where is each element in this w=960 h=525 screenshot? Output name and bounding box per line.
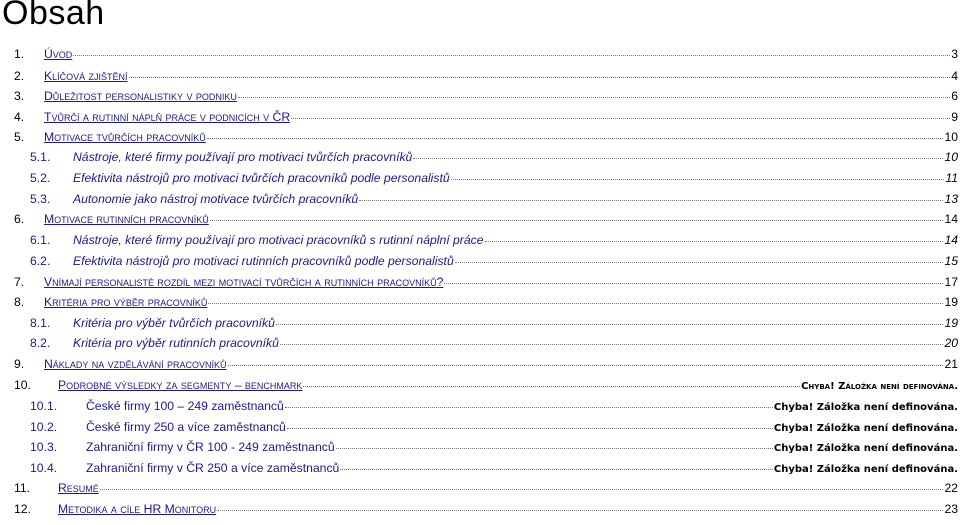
toc-number: 2. [14, 69, 25, 83]
toc-row[interactable] [0, 313, 960, 333]
page-number: 14 [944, 212, 958, 226]
toc-row[interactable] [0, 66, 960, 86]
toc-entry-title[interactable]: Náklady na vzdělávání pracovníků [44, 357, 227, 371]
dot-leader [238, 85, 950, 98]
dot-leader [340, 457, 773, 470]
toc-entry-title[interactable]: Kritéria pro výběr rutinních pracovníků [73, 336, 279, 350]
toc-entry-title[interactable]: Podrobné výsledky za segmenty – benchmark [58, 378, 303, 392]
dot-leader [485, 229, 944, 242]
toc-number: 8.2. [30, 336, 51, 350]
bookmark-error: Chyba! Záložka není definována. [773, 464, 958, 475]
toc-entry-title[interactable]: Autonomie jako nástroj motivace tvůrčích pracovníků [73, 192, 359, 206]
page-number: 3 [951, 47, 958, 61]
toc-row[interactable] [0, 272, 960, 292]
page-number: 10 [944, 150, 958, 164]
toc-number: 5.2. [30, 171, 51, 185]
dot-leader [285, 395, 773, 408]
dot-leader [210, 208, 944, 221]
toc-row[interactable] [0, 437, 960, 457]
toc-entry-title[interactable]: Důležitost personalistiky v podniku [44, 89, 237, 103]
toc-entry-title[interactable]: Nástroje, které firmy používají pro motivaci pracovníků s rutinní náplní práce [73, 233, 484, 247]
page-number: 19 [944, 295, 958, 309]
toc-number: 10.3. [30, 440, 58, 454]
toc-row[interactable] [0, 375, 960, 395]
toc-number: 6.1. [30, 233, 51, 247]
page-number: 20 [944, 336, 958, 350]
dot-leader [280, 332, 944, 345]
dot-leader [276, 312, 944, 325]
toc-row[interactable] [0, 292, 960, 312]
toc-entry-title[interactable]: Efektivita nástrojů pro motivaci tvůrčích pracovníků podle personalistů [73, 171, 450, 185]
toc-row[interactable] [0, 251, 960, 271]
toc-entry-title[interactable]: Nástroje, které firmy používají pro motivaci tvůrčích pracovníků [73, 150, 413, 164]
toc-row[interactable] [0, 333, 960, 353]
toc-number: 5. [14, 130, 25, 144]
toc-number: 10. [14, 378, 31, 392]
dot-leader [207, 126, 944, 139]
toc-number: 6. [14, 212, 25, 226]
toc-entry-title[interactable]: Motivace tvůrčích pracovníků [44, 130, 206, 144]
dot-leader [444, 271, 943, 284]
toc-row[interactable] [0, 189, 960, 209]
toc-number: 11. [14, 481, 31, 495]
dot-leader [359, 188, 943, 201]
bookmark-error: Chyba! Záložka není definována. [801, 381, 958, 392]
toc-row[interactable] [0, 44, 960, 64]
page-number: 14 [944, 233, 958, 247]
dot-leader [287, 416, 773, 429]
toc-entry-title[interactable]: České firmy 250 a více zaměstnanců [86, 420, 286, 434]
toc-row[interactable] [0, 499, 960, 519]
dot-leader [73, 43, 950, 56]
toc-row[interactable] [0, 417, 960, 437]
toc-entry-title[interactable]: Resumé [58, 481, 99, 495]
toc-row[interactable] [0, 86, 960, 106]
toc-number: 12. [14, 502, 31, 516]
toc-row[interactable] [0, 230, 960, 250]
dot-leader [217, 498, 943, 511]
page-number: 15 [944, 254, 958, 268]
dot-leader [100, 477, 944, 490]
page-number: 21 [944, 357, 958, 371]
toc-entry-title[interactable]: Vnímají personalisté rozdíl mezi motivací tvůrčích a rutinních pracovníků? [44, 275, 444, 289]
bookmark-error: Chyba! Záložka není definována. [773, 423, 958, 434]
toc-number: 5.3. [30, 192, 51, 206]
toc-entry-title[interactable]: Metodika a cíle HR Monitoru [58, 502, 217, 516]
toc-row[interactable] [0, 396, 960, 416]
page-number: 9 [951, 110, 958, 124]
page-number: 19 [944, 316, 958, 330]
toc-entry-title[interactable]: Zahraniční firmy v ČR 250 a více zaměstnanců [86, 461, 340, 475]
dot-leader [208, 291, 943, 304]
toc-entry-title[interactable]: Zahraniční firmy v ČR 100 - 249 zaměstnanců [86, 440, 335, 454]
toc-number: 10.2. [30, 420, 58, 434]
dot-leader [336, 436, 773, 449]
toc-row[interactable] [0, 209, 960, 229]
toc-number: 8.1. [30, 316, 51, 330]
dot-leader [129, 65, 951, 78]
page-number: 17 [944, 275, 958, 289]
page-number: 23 [944, 502, 958, 516]
page-title: Obsah [2, 0, 105, 32]
page-number: 10 [944, 130, 958, 144]
toc-entry-title[interactable]: Kritéria pro výběr pracovníků [44, 295, 208, 309]
toc-entry-title[interactable]: Tvůrčí a rutinní náplň práce v podnicích v ČR [44, 110, 291, 124]
toc-entry-title[interactable]: Kritéria pro výběr tvůrčích pracovníků [73, 316, 275, 330]
toc-number: 7. [14, 275, 25, 289]
toc-number: 10.1. [30, 399, 58, 413]
bookmark-error: Chyba! Záložka není definována. [773, 443, 958, 454]
bookmark-error: Chyba! Záložka není definována. [773, 402, 958, 413]
dot-leader [291, 106, 950, 119]
toc-number: 5.1. [30, 150, 51, 164]
toc-row[interactable] [0, 478, 960, 498]
dot-leader [303, 374, 800, 387]
toc-row[interactable] [0, 458, 960, 478]
toc-row[interactable] [0, 354, 960, 374]
toc-number: 1. [14, 47, 25, 61]
dot-leader [455, 250, 944, 263]
toc-number: 9. [14, 357, 25, 371]
page-number: 4 [951, 69, 958, 83]
toc-row[interactable] [0, 127, 960, 147]
dot-leader [228, 353, 944, 366]
dot-leader [413, 146, 943, 159]
toc-row[interactable] [0, 107, 960, 127]
toc-entry-title[interactable]: Klíčová zjištění [44, 69, 128, 83]
toc-entry-title[interactable]: Motivace rutinních pracovníků [44, 212, 209, 226]
toc-number: 6.2. [30, 254, 51, 268]
dot-leader [451, 167, 945, 180]
toc-entry-title[interactable]: Efektivita nástrojů pro motivaci rutinních pracovníků podle personalistů [73, 254, 454, 268]
toc-row[interactable] [0, 168, 960, 188]
page-number: 6 [951, 89, 958, 103]
toc-entry-title[interactable]: Úvod [44, 47, 73, 61]
page-number: 22 [944, 481, 958, 495]
page-number: 13 [944, 192, 958, 206]
page-number: 11 [945, 171, 958, 185]
toc-number: 3. [14, 89, 25, 103]
toc-number: 8. [14, 295, 25, 309]
toc-row[interactable] [0, 147, 960, 167]
toc-entry-title[interactable]: České firmy 100 – 249 zaměstnanců [86, 399, 284, 413]
toc-number: 4. [14, 110, 25, 124]
toc-number: 10.4. [30, 461, 58, 475]
